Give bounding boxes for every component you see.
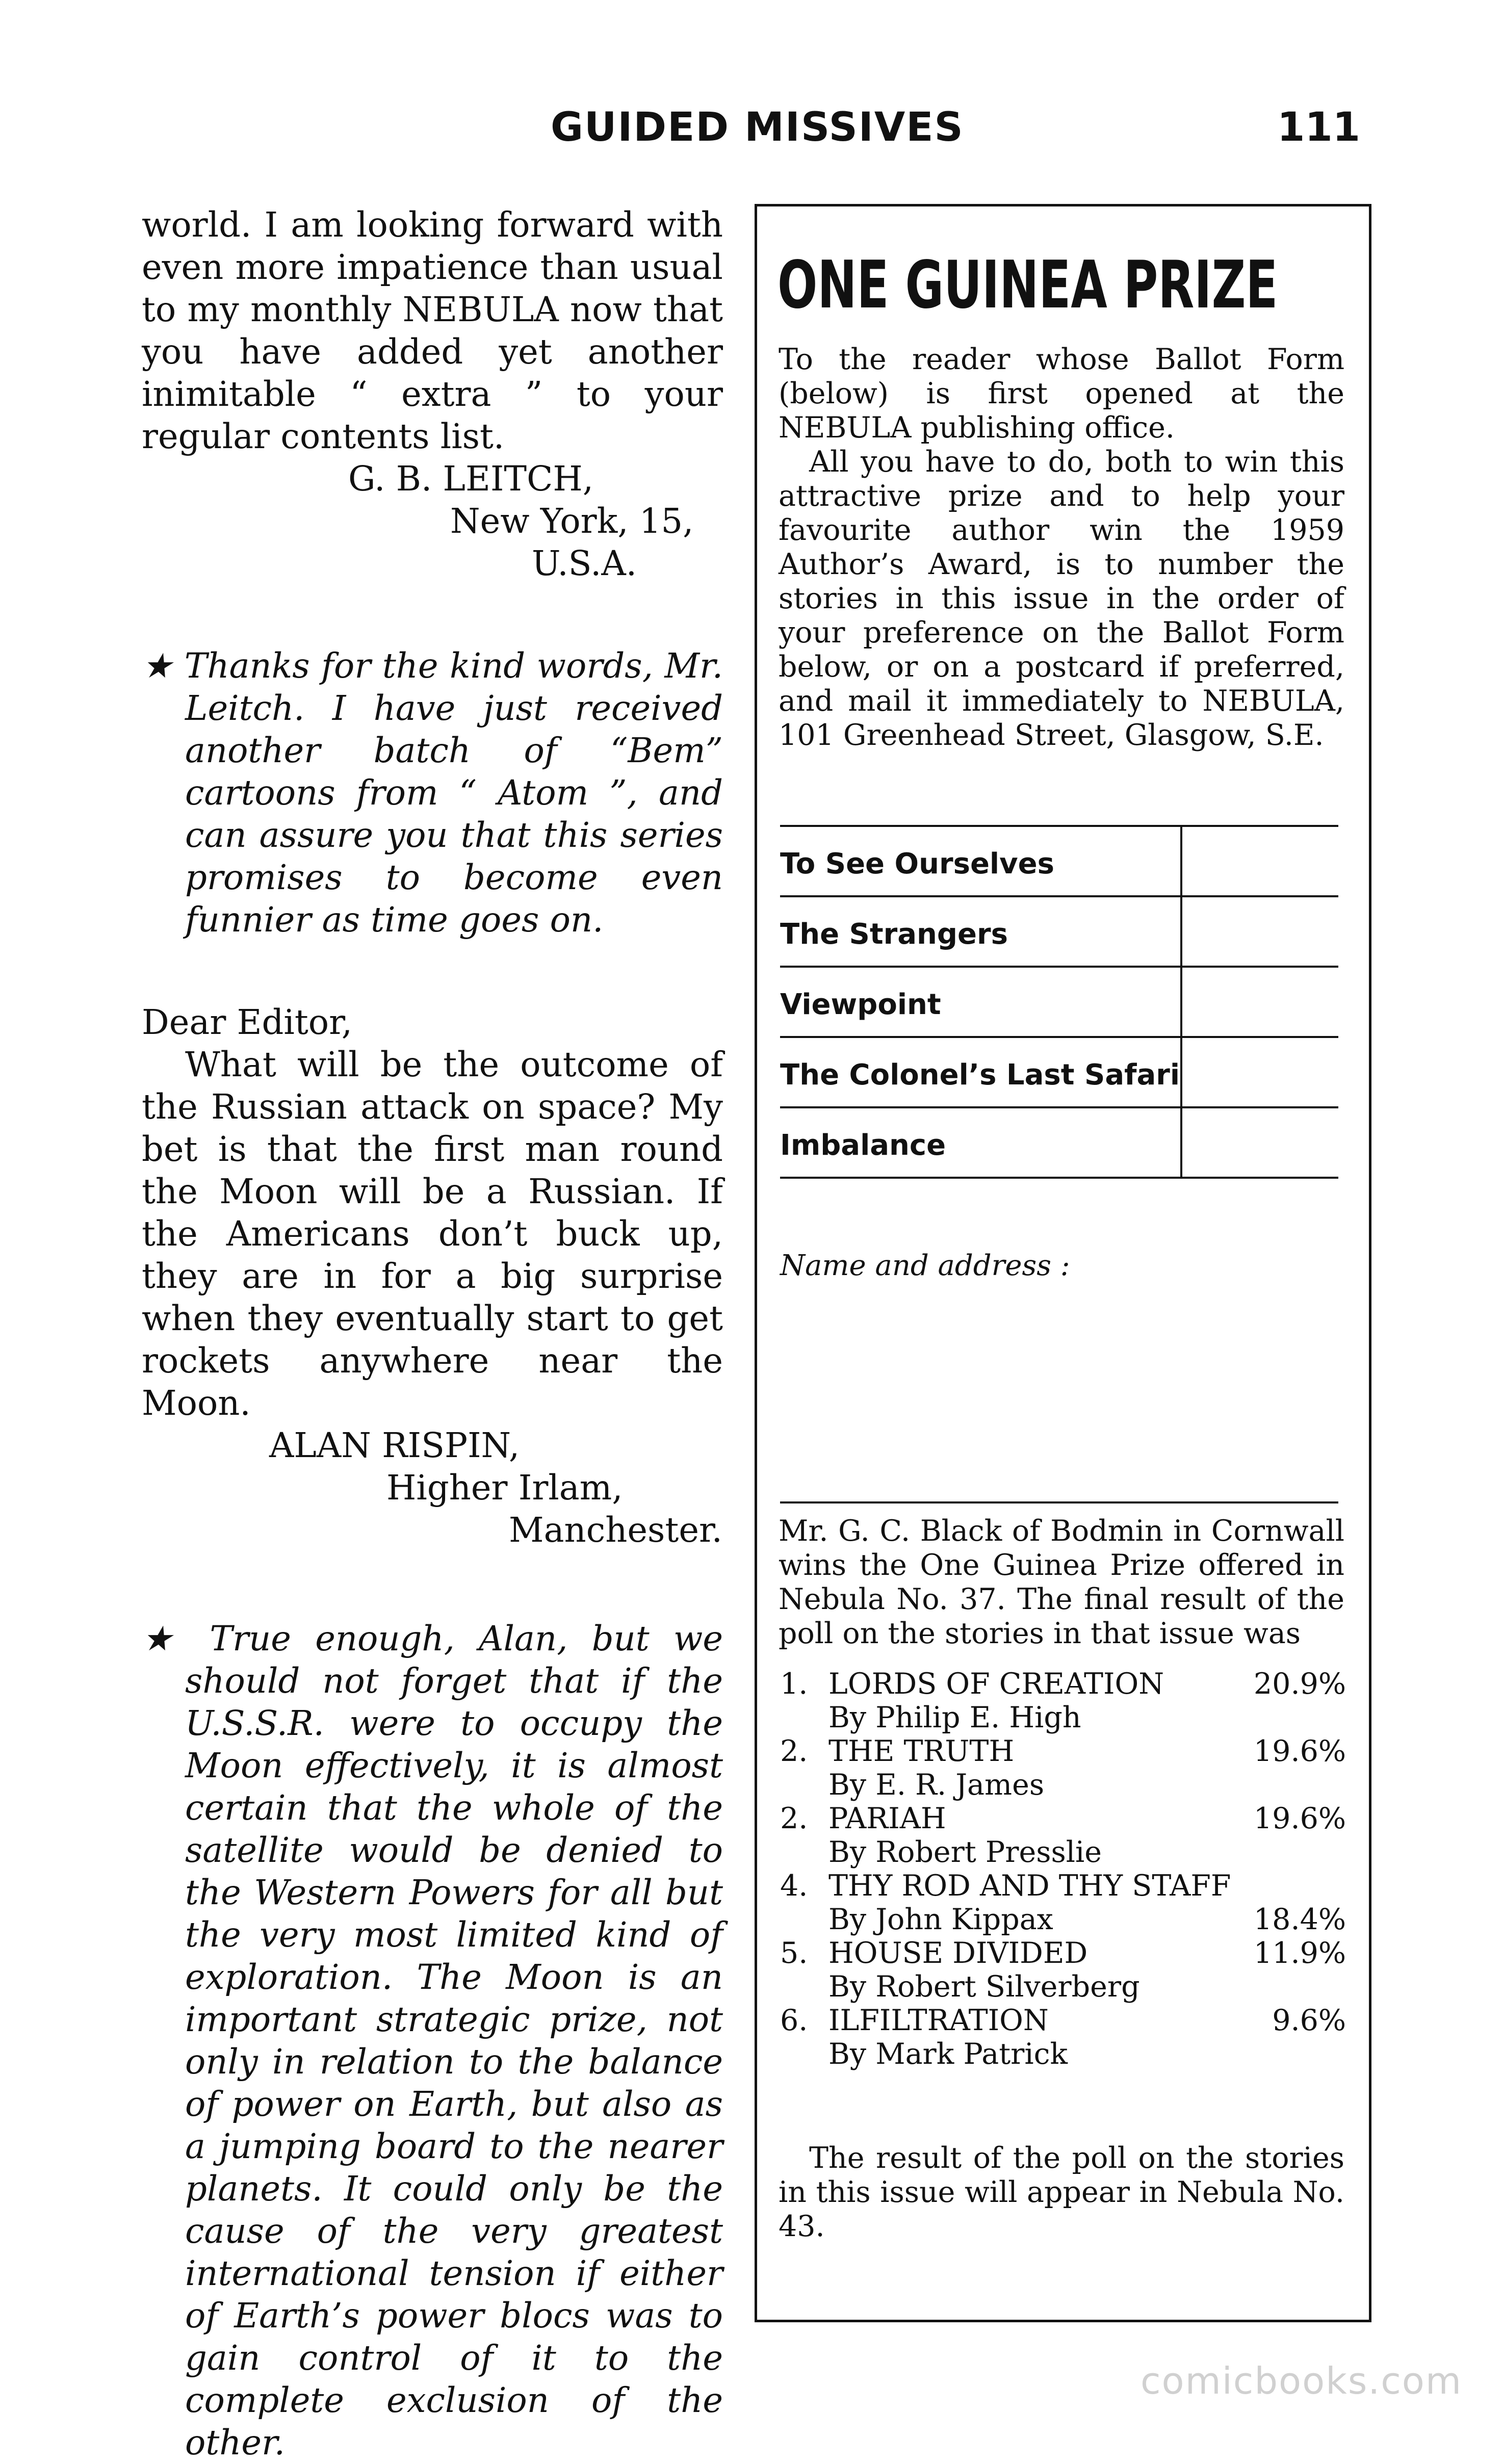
signature-line: U.S.A. xyxy=(532,543,637,583)
result-percent: 19.6% xyxy=(1253,1802,1346,1835)
ballot-story: Viewpoint xyxy=(780,988,941,1021)
result-rank: 2. xyxy=(780,1802,808,1835)
ballot-row[interactable] xyxy=(780,827,1338,897)
result-author: By Mark Patrick xyxy=(828,2037,1068,2071)
result-author: By John Kippax xyxy=(828,1903,1053,1936)
result-title: THY ROD AND THY STAFF xyxy=(828,1869,1231,1903)
result-rank: 4. xyxy=(780,1869,808,1903)
ballot-row[interactable] xyxy=(780,968,1338,1038)
editor-reply-2: ★ True enough, Alan, but we should not forget that if the U.S.S.R. were to occupy the Moon effectively, it is almost certain that the whole of the satellite would be denied to the Western Powers for all but the very most limited kind of exploration. The Moon is an important strategic prize, not only in relation to the balance of power on Earth, but also as a jumping board to the nearer planets. It could only be the cause of the very greatest international tension if either of Earth’s power blocs was to gain control of it to the complete exclusion of the other. xyxy=(142,1619,723,2462)
result-item xyxy=(780,1667,1346,1734)
result-rank: 5. xyxy=(780,1936,808,1970)
signature-line: G. B. LEITCH, xyxy=(348,459,594,499)
result-title: HOUSE DIVIDED xyxy=(828,1936,1088,1970)
prize-box xyxy=(755,204,1371,2322)
result-percent: 19.6% xyxy=(1253,1734,1346,1768)
result-author: By Philip E. High xyxy=(828,1701,1081,1734)
result-author: By Robert Silverberg xyxy=(828,1970,1140,2004)
page-header-title: GUIDED MISSIVES xyxy=(551,105,964,150)
ballot-rank-cell[interactable] xyxy=(1180,968,1182,1038)
result-author: By E. R. James xyxy=(828,1768,1045,1802)
ballot-row[interactable] xyxy=(780,897,1338,968)
result-rank: 6. xyxy=(780,2004,808,2037)
result-title: THE TRUTH xyxy=(828,1734,1015,1768)
ballot-story: The Colonel’s Last Safari xyxy=(780,1058,1180,1092)
ballot-story: Imbalance xyxy=(780,1129,946,1162)
results-top-rule xyxy=(780,1501,1338,1503)
box-top-rule xyxy=(755,204,1371,206)
result-item xyxy=(780,2004,1346,2071)
letter-2-signature xyxy=(142,1424,723,1551)
ballot-rank-cell[interactable] xyxy=(1180,1108,1182,1179)
letters-column xyxy=(142,204,723,2464)
result-percent: 20.9% xyxy=(1253,1667,1346,1701)
ballot-rank-cell[interactable] xyxy=(1180,827,1182,897)
signature-line: Higher Irlam, xyxy=(386,1468,623,1508)
result-percent: 9.6% xyxy=(1272,2004,1346,2037)
poll-footer-note: The result of the poll on the stories in this issue will appear in Nebula No. 43. xyxy=(779,2141,1344,2243)
ballot-form xyxy=(780,827,1338,1179)
signature-line: New York, 15, xyxy=(450,501,694,541)
result-rank: 1. xyxy=(780,1667,808,1701)
result-percent: 11.9% xyxy=(1253,1936,1346,1970)
editor-reply-1: ★ Thanks for the kind words, Mr. Leitch. I have just received another batch of “Bem” cartoons from “ Atom ”, and can assure you that this series promises to become even funnier as time goes on. xyxy=(142,646,723,940)
letter-2-salutation: Dear Editor, xyxy=(142,1002,353,1042)
page-number: 111 xyxy=(1277,105,1360,150)
result-rank: 2. xyxy=(780,1734,808,1768)
prize-text xyxy=(779,343,1344,753)
winner-note: Mr. G. C. Black of Bodmin in Cornwall wins the One Guinea Prize offered in Nebula No. 37. The final result of the poll on the stories in that issue was xyxy=(779,1514,1344,1650)
signature-line: ALAN RISPIN, xyxy=(269,1425,520,1465)
ballot-story: To See Ourselves xyxy=(780,847,1054,880)
result-item xyxy=(780,1734,1346,1802)
result-item xyxy=(780,1936,1346,2004)
poll-results xyxy=(780,1667,1346,2071)
prize-title: ONE GUINEA PRIZE xyxy=(778,247,1278,323)
result-title: ILFILTRATION xyxy=(828,2004,1049,2037)
ballot-rank-cell[interactable] xyxy=(1180,1038,1182,1108)
ballot-row[interactable] xyxy=(780,1108,1338,1179)
prize-instructions: All you have to do, both to win this attractive prize and to help your favourite author win the 1959 Author’s Award, is to number the stories in this issue in the order of your preference on the Ballot Form below, or on a postcard if preferred, and mail it immediately to NEBULA, 101 Greenhead Street, Glasgow, S.E. xyxy=(779,445,1344,752)
signature-line: Manchester. xyxy=(509,1510,722,1550)
letter-1-body: world. I am looking forward with even more impatience than usual to my monthly NEBULA now that you have added yet another inimitable “ extra ” to your regular contents list. xyxy=(142,205,723,456)
ballot-story: The Strangers xyxy=(780,918,1008,951)
letter-1-signature xyxy=(142,458,723,585)
result-title: LORDS OF CREATION xyxy=(828,1667,1164,1701)
result-item xyxy=(780,1869,1346,1936)
ballot-rank-cell[interactable] xyxy=(1180,897,1182,968)
result-item xyxy=(780,1802,1346,1869)
result-percent: 18.4% xyxy=(1253,1903,1346,1936)
prize-intro: To the reader whose Ballot Form (below) is first opened at the NEBULA publishing office. xyxy=(779,343,1344,445)
result-title: PARIAH xyxy=(828,1802,946,1835)
ballot-row[interactable] xyxy=(780,1038,1338,1108)
name-address-label: Name and address : xyxy=(780,1249,1070,1282)
box-bottom-rule xyxy=(755,2320,1371,2322)
result-author: By Robert Presslie xyxy=(828,1835,1102,1869)
watermark: comicbooks.com xyxy=(1140,2359,1462,2402)
letter-2-body: What will be the outcome of the Russian attack on space? My bet is that the first man round the Moon will be a Russian. If the Americans don’t buck up, they are in for a big surprise when they eventually start to get rockets anywhere near the Moon. xyxy=(142,1045,723,1423)
